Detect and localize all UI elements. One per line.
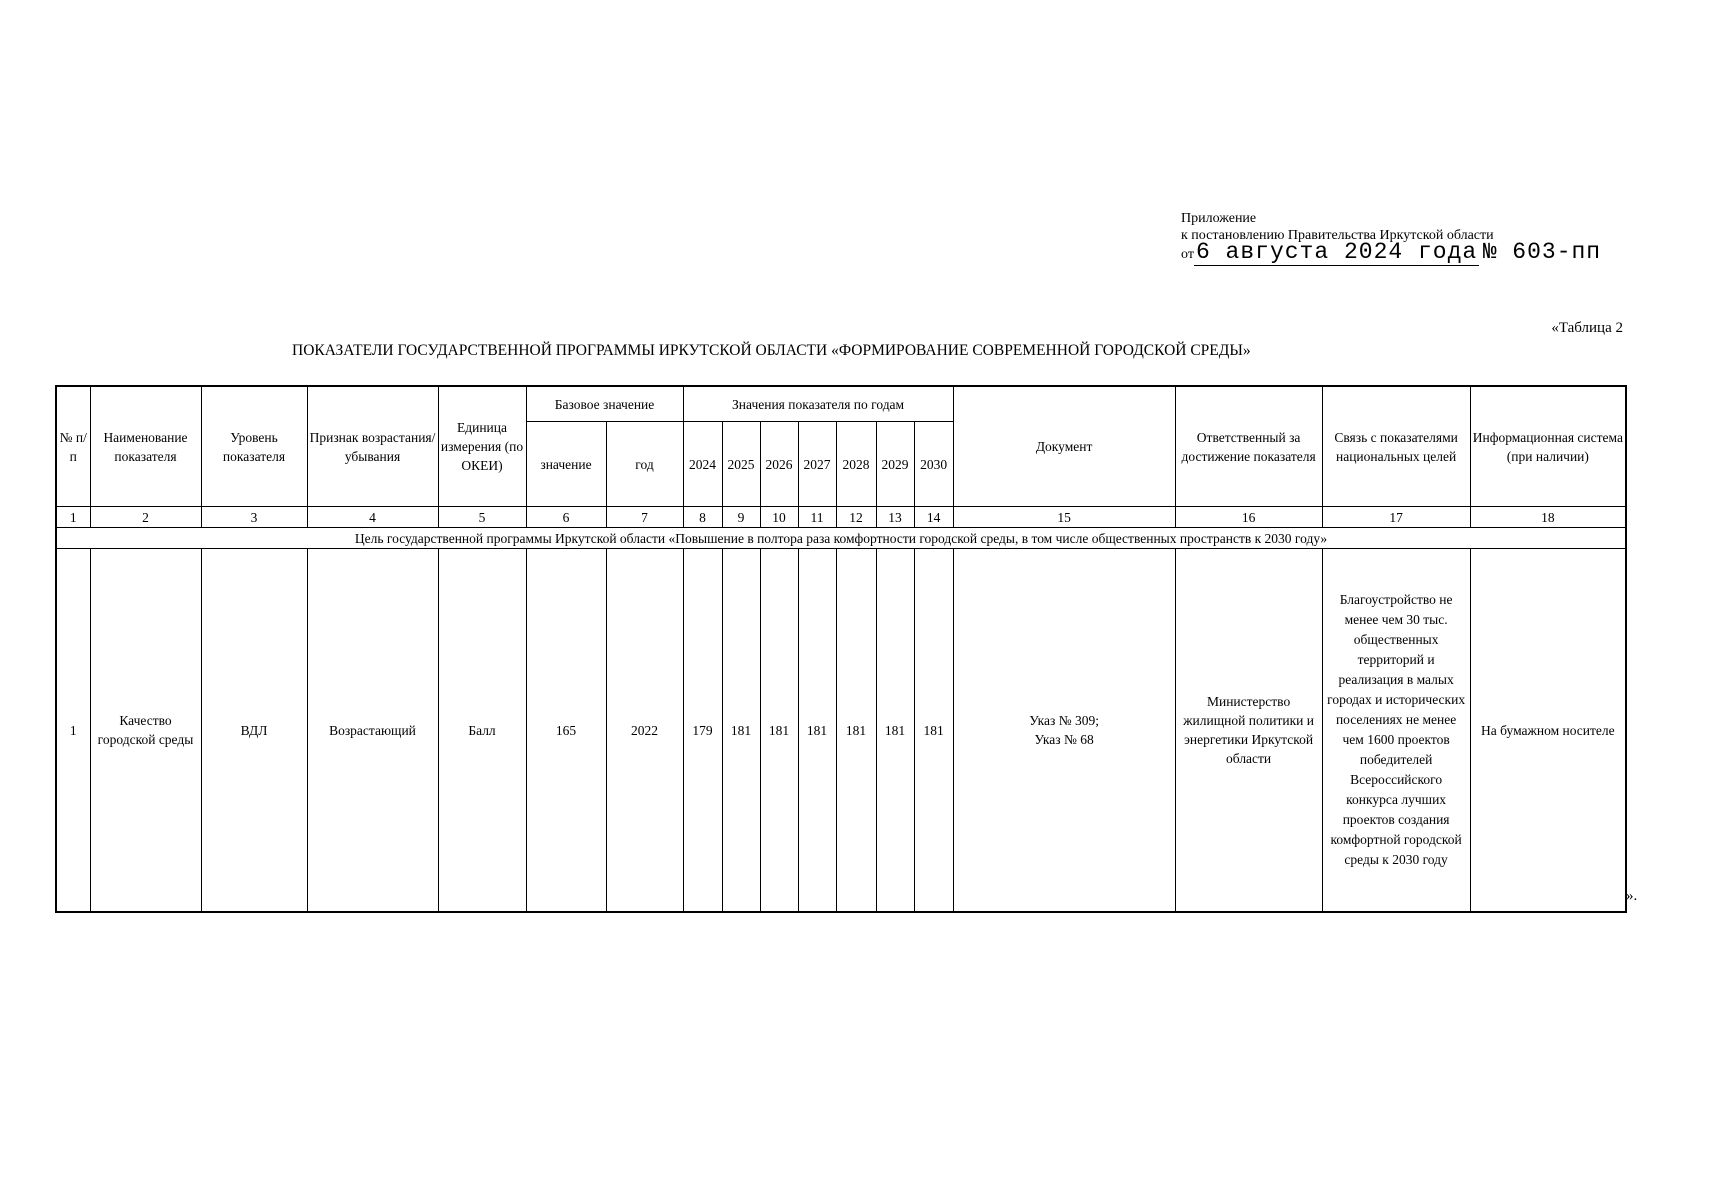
header-base: Базовое значение (526, 386, 683, 422)
column-number: 9 (722, 507, 760, 528)
annex-date-line (1181, 239, 1602, 270)
row-year-value: 181 (798, 549, 836, 913)
row-base-year: 2022 (606, 549, 683, 913)
document-title: ПОКАЗАТЕЛИ ГОСУДАРСТВЕННОЙ ПРОГРАММЫ ИРКУТСКОЙ ОБЛАСТИ «ФОРМИРОВАНИЕ СОВРЕМЕННОЙ ГОРОДСКОЙ СРЕДЫ» (292, 342, 1251, 359)
column-number: 4 (307, 507, 438, 528)
header-num: № п/п (56, 386, 90, 507)
header-year: 2029 (876, 422, 914, 507)
table-number: «Таблица 2 (1551, 320, 1623, 336)
goal-row (56, 528, 1626, 549)
column-number: 7 (606, 507, 683, 528)
header-responsible: Ответственный за достижение показателя (1175, 386, 1322, 507)
row-infosys: На бумажном носителе (1470, 549, 1626, 913)
row-year-value: 181 (876, 549, 914, 913)
row-document (953, 549, 1175, 913)
column-number: 2 (90, 507, 201, 528)
column-number: 18 (1470, 507, 1626, 528)
header-name: Наименование показателя (90, 386, 201, 507)
header-level: Уровень показателя (201, 386, 307, 507)
annex-block (1181, 210, 1601, 270)
row-year-value: 181 (760, 549, 798, 913)
column-number: 13 (876, 507, 914, 528)
closing-quote: ». (1626, 888, 1638, 904)
annex-title: Приложение (1181, 211, 1257, 226)
row-year-value: 181 (836, 549, 876, 913)
header-year: 2030 (914, 422, 953, 507)
annex-resolution: к постановлению Правительства Иркутской области (1181, 228, 1494, 243)
row-base-value: 165 (526, 549, 606, 913)
header-unit: Единица измерения (по ОКЕИ) (438, 386, 526, 507)
program-goal: Цель государственной программы Иркутской области «Повышение в полтора раза комфортности городской среды, в том числе общественных пространств к 2030 году» (56, 528, 1626, 549)
indicators-table (55, 385, 1627, 913)
annex-date-prefix: от (1181, 247, 1194, 262)
column-number: 1 (56, 507, 90, 528)
header-sign: Признак возрастания/ убывания (307, 386, 438, 507)
header-document: Документ (953, 386, 1175, 507)
header-year: 2028 (836, 422, 876, 507)
header-base-year: год (606, 422, 683, 507)
column-number: 16 (1175, 507, 1322, 528)
column-numbers-row (56, 507, 1626, 528)
row-unit: Балл (438, 549, 526, 913)
row-document-line: Указ № 68 (1034, 732, 1094, 747)
row-name: Качество городской среды (90, 549, 201, 913)
column-number: 3 (201, 507, 307, 528)
row-year-value: 181 (722, 549, 760, 913)
row-year-value: 179 (683, 549, 722, 913)
column-number: 8 (683, 507, 722, 528)
header-years-group: Значения показателя по годам (683, 386, 953, 422)
header-year: 2024 (683, 422, 722, 507)
row-num: 1 (56, 549, 90, 913)
column-number: 17 (1322, 507, 1470, 528)
header-year: 2027 (798, 422, 836, 507)
column-number: 10 (760, 507, 798, 528)
annex-date: 6 августа 2024 года (1195, 239, 1478, 265)
header-row-1 (56, 386, 1626, 422)
row-document-line: Указ № 309; (1029, 713, 1099, 728)
row-national-goal-link: Благоустройство не менее чем 30 тыс. общественных территорий и реализация в малых городах и исторических поселениях не менее чем 1600 проектов победителей Всероссийского конкурса лучших проектов создания комфортной городской среды к 2030 году (1322, 549, 1470, 913)
header-year: 2025 (722, 422, 760, 507)
table-row (56, 549, 1626, 913)
column-number: 15 (953, 507, 1175, 528)
annex-number: № 603-пп (1482, 239, 1602, 265)
column-number: 6 (526, 507, 606, 528)
column-number: 5 (438, 507, 526, 528)
row-responsible: Министерство жилищной политики и энергетики Иркутской области (1175, 549, 1322, 913)
header-base-value: значение (526, 422, 606, 507)
row-level: ВДЛ (201, 549, 307, 913)
row-year-value: 181 (914, 549, 953, 913)
column-number: 12 (836, 507, 876, 528)
header-year: 2026 (760, 422, 798, 507)
column-number: 11 (798, 507, 836, 528)
header-infosys: Информационная система (при наличии) (1470, 386, 1626, 507)
row-sign: Возрастающий (307, 549, 438, 913)
column-number: 14 (914, 507, 953, 528)
header-link: Связь с показателями национальных целей (1322, 386, 1470, 507)
